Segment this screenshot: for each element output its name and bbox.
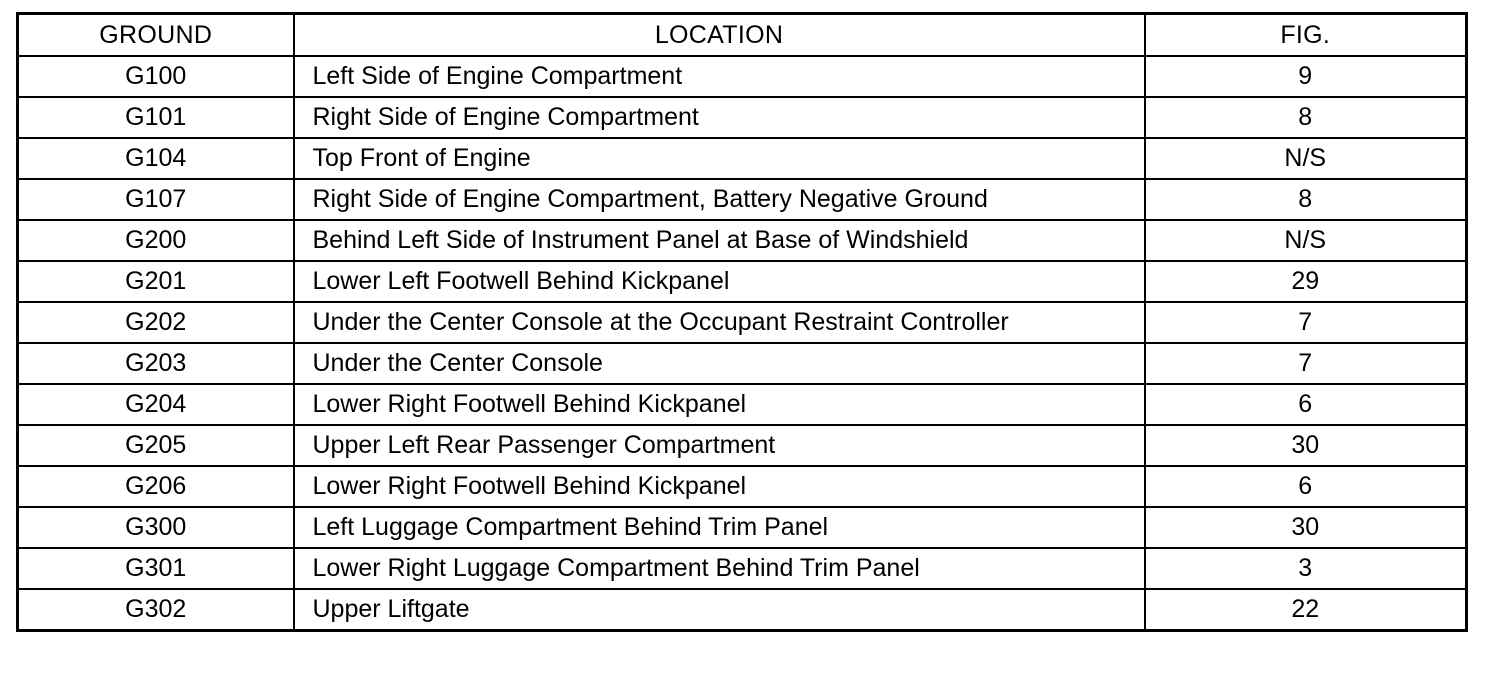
table-row	[18, 302, 1467, 343]
ground-id-cell: G206	[18, 466, 294, 507]
location-cell: Lower Right Footwell Behind Kickpanel	[294, 466, 1145, 507]
grounds-table	[16, 12, 1468, 632]
fig-cell: 6	[1145, 384, 1467, 425]
fig-cell: 22	[1145, 589, 1467, 631]
table-header	[18, 14, 1467, 57]
fig-cell: 7	[1145, 302, 1467, 343]
location-cell: Left Luggage Compartment Behind Trim Panel	[294, 507, 1145, 548]
location-cell: Right Side of Engine Compartment	[294, 97, 1145, 138]
fig-cell: 30	[1145, 507, 1467, 548]
ground-id-cell: G200	[18, 220, 294, 261]
table-row	[18, 138, 1467, 179]
fig-cell: N/S	[1145, 220, 1467, 261]
ground-id-cell: G100	[18, 56, 294, 97]
ground-id-cell: G300	[18, 507, 294, 548]
ground-id-cell: G202	[18, 302, 294, 343]
ground-id-cell: G205	[18, 425, 294, 466]
location-cell: Upper Left Rear Passenger Compartment	[294, 425, 1145, 466]
table-body	[18, 56, 1467, 631]
fig-cell: 6	[1145, 466, 1467, 507]
fig-cell: 8	[1145, 97, 1467, 138]
fig-cell: 3	[1145, 548, 1467, 589]
table-row	[18, 425, 1467, 466]
location-cell: Behind Left Side of Instrument Panel at Base of Windshield	[294, 220, 1145, 261]
fig-cell: 9	[1145, 56, 1467, 97]
fig-cell: 8	[1145, 179, 1467, 220]
header-fig: FIG.	[1145, 14, 1467, 57]
fig-cell: 29	[1145, 261, 1467, 302]
ground-id-cell: G301	[18, 548, 294, 589]
table-row	[18, 261, 1467, 302]
fig-cell: N/S	[1145, 138, 1467, 179]
location-cell: Left Side of Engine Compartment	[294, 56, 1145, 97]
header-ground: GROUND	[18, 14, 294, 57]
ground-id-cell: G107	[18, 179, 294, 220]
ground-id-cell: G204	[18, 384, 294, 425]
table-row	[18, 589, 1467, 631]
location-cell: Top Front of Engine	[294, 138, 1145, 179]
ground-id-cell: G302	[18, 589, 294, 631]
table-row	[18, 56, 1467, 97]
table-row	[18, 220, 1467, 261]
table-row	[18, 97, 1467, 138]
fig-cell: 7	[1145, 343, 1467, 384]
location-cell: Right Side of Engine Compartment, Battery Negative Ground	[294, 179, 1145, 220]
location-cell: Lower Right Luggage Compartment Behind Trim Panel	[294, 548, 1145, 589]
table-row	[18, 548, 1467, 589]
location-cell: Under the Center Console at the Occupant Restraint Controller	[294, 302, 1145, 343]
ground-id-cell: G201	[18, 261, 294, 302]
table-row	[18, 466, 1467, 507]
table-row	[18, 384, 1467, 425]
ground-id-cell: G104	[18, 138, 294, 179]
table-row	[18, 507, 1467, 548]
location-cell: Lower Right Footwell Behind Kickpanel	[294, 384, 1145, 425]
ground-id-cell: G203	[18, 343, 294, 384]
location-cell: Lower Left Footwell Behind Kickpanel	[294, 261, 1145, 302]
table-row	[18, 343, 1467, 384]
location-cell: Under the Center Console	[294, 343, 1145, 384]
location-cell: Upper Liftgate	[294, 589, 1145, 631]
header-location: LOCATION	[294, 14, 1145, 57]
table-row	[18, 179, 1467, 220]
header-row	[18, 14, 1467, 57]
ground-id-cell: G101	[18, 97, 294, 138]
fig-cell: 30	[1145, 425, 1467, 466]
